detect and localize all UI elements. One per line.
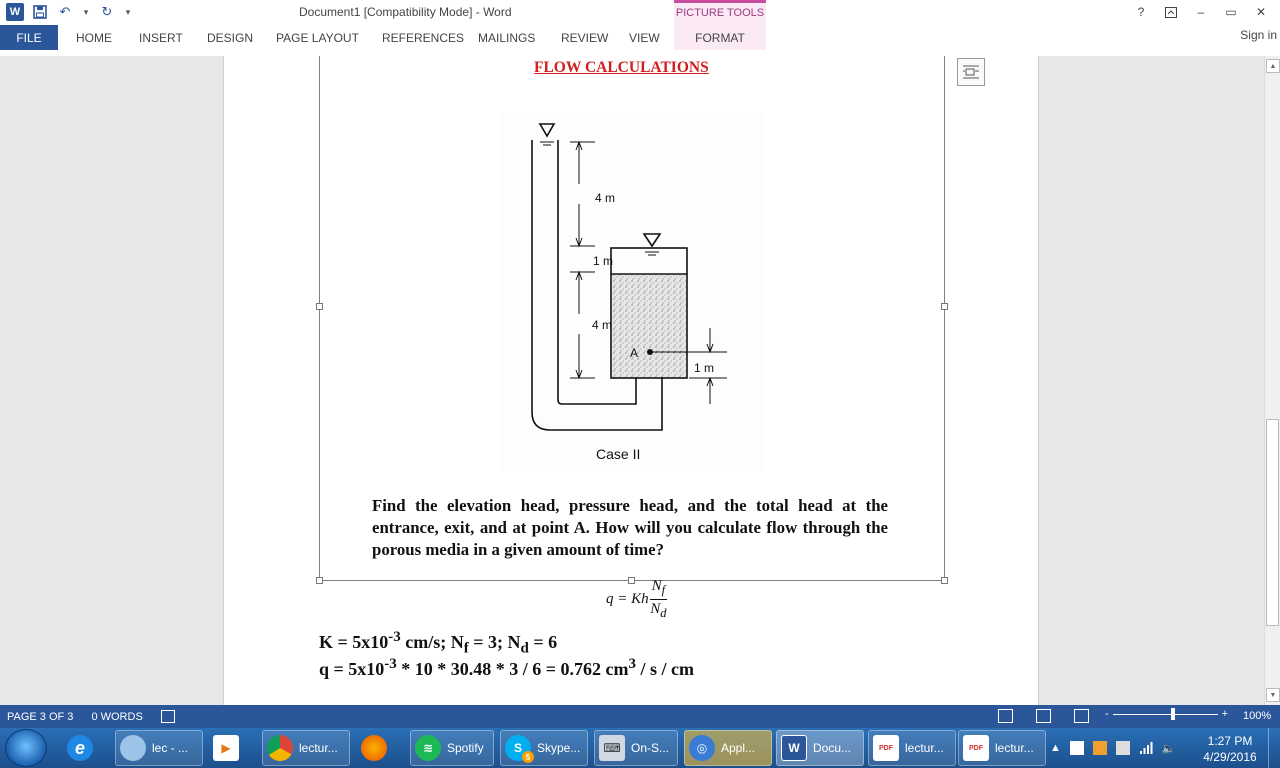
scroll-up-icon[interactable]: ▲ (1266, 59, 1280, 73)
word-app-icon[interactable]: W (6, 3, 24, 21)
redo-icon[interactable]: ↻ (101, 4, 113, 19)
label-4m-bottom: 4 m (592, 318, 613, 332)
application-icon: ◎ (689, 735, 715, 761)
skype-icon: S 5 (505, 735, 531, 761)
power-icon[interactable] (1116, 741, 1130, 755)
show-desktop-button[interactable] (1268, 728, 1280, 768)
tab-review[interactable]: REVIEW (561, 31, 609, 45)
taskbar-media-player[interactable] (209, 730, 253, 766)
taskbar-spotify[interactable] (410, 730, 494, 766)
calc1-k-rest: cm/s; N (400, 632, 464, 652)
customize-qat-icon[interactable]: ▾ (125, 6, 131, 17)
tab-file[interactable]: FILE (0, 25, 58, 50)
permeameter-diagram (499, 112, 764, 472)
system-tray (1050, 728, 1176, 768)
zoom-slider[interactable] (1105, 708, 1228, 720)
tab-insert[interactable]: INSERT (139, 31, 183, 45)
resize-handle-bottom-right[interactable] (941, 577, 948, 584)
calc2-q-exp: -3 (384, 656, 397, 672)
equation-numerator-sub: f (661, 583, 666, 597)
taskbar-on-screen-keyboard[interactable] (594, 730, 678, 766)
resize-handle-bottom-left[interactable] (316, 577, 323, 584)
resize-handle-right[interactable] (941, 303, 948, 310)
proofing-icon[interactable] (161, 710, 175, 723)
scroll-down-icon[interactable]: ▼ (1266, 688, 1280, 702)
calc1-nd-rest: = 6 (528, 632, 558, 652)
keyboard-icon: ⌨ (599, 735, 625, 761)
internet-explorer-icon: e (67, 735, 93, 761)
tab-design[interactable]: DESIGN (207, 31, 254, 45)
calc1-k-text: K = 5x10 (319, 632, 389, 652)
taskbar-label-word: Docu... (813, 741, 852, 755)
ribbon-display-options-icon[interactable] (1162, 3, 1180, 21)
zoom-thumb[interactable] (1171, 708, 1175, 720)
start-button[interactable] (5, 729, 47, 767)
web-layout-icon[interactable] (1074, 709, 1089, 723)
search-icon (120, 735, 146, 761)
status-bar (0, 705, 1280, 728)
word-count[interactable]: 0 WORDS (91, 710, 143, 723)
clock-time: 1:27 PM (1207, 734, 1253, 748)
taskbar-search-lec[interactable] (115, 730, 203, 766)
calc2-q-text: q = 5x10 (319, 659, 385, 679)
document-area[interactable] (0, 56, 1264, 705)
quick-access-toolbar (6, 3, 133, 21)
firefox-icon (361, 735, 387, 761)
label-point-a: A (630, 346, 639, 360)
tab-home[interactable]: HOME (76, 31, 112, 45)
calc-line-2[interactable] (319, 656, 694, 680)
label-1m-right: 1 m (694, 361, 715, 375)
minimize-button[interactable]: – (1197, 5, 1205, 19)
taskbar-firefox[interactable] (357, 730, 401, 766)
figure-caption: Case II (596, 446, 641, 462)
label-1m-left: 1 m (593, 254, 614, 268)
spotify-icon: ≋ (415, 735, 441, 761)
calc2-unit-exp: 3 (628, 656, 637, 672)
skype-badge: 5 (522, 751, 534, 763)
permeameter-figure[interactable] (499, 112, 764, 472)
question-paragraph[interactable]: Find the elevation head, pressure head, and the total head at the entrance, exit, and at point A. How will you calculate flow through the porous media in a given amount of time? (372, 496, 888, 559)
tab-view[interactable]: VIEW (629, 31, 660, 45)
calc1-nf-rest: = 3; N (468, 632, 521, 652)
show-hidden-icons-icon[interactable]: ▲ (1050, 742, 1061, 754)
taskbar-application[interactable] (684, 730, 772, 766)
security-icon[interactable] (1093, 741, 1107, 755)
taskbar-label-pdf-1: lectur... (905, 741, 944, 755)
taskbar-pdf-lecture-2[interactable] (958, 730, 1046, 766)
resize-handle-left[interactable] (316, 303, 323, 310)
equation-fraction (650, 577, 668, 622)
window-controls (1132, 3, 1270, 21)
sign-in-link[interactable]: Sign in (1240, 28, 1277, 42)
calc1-nd-sub: d (520, 640, 529, 657)
taskbar-label-chrome: lectur... (299, 741, 338, 755)
document-heading: FLOW CALCULATIONS (534, 59, 709, 76)
tab-format[interactable]: FORMAT (674, 25, 766, 50)
undo-icon[interactable]: ↶ (59, 4, 71, 19)
restore-button[interactable]: ▭ (1225, 5, 1237, 19)
taskbar-label-spotify: Spotify (447, 741, 484, 755)
network-signal-icon[interactable] (1139, 741, 1153, 755)
calc2-q-rest: * 10 * 30.48 * 3 / 6 = 0.762 cm (396, 659, 629, 679)
tab-references[interactable]: REFERENCES (382, 31, 465, 45)
print-layout-icon[interactable] (1036, 709, 1051, 723)
windows-taskbar (0, 728, 1280, 768)
layout-options-icon[interactable] (957, 58, 985, 86)
picture-tools-label: PICTURE TOOLS (674, 0, 766, 25)
clock-date: 4/29/2016 (1203, 750, 1257, 764)
chrome-icon (267, 735, 293, 761)
taskbar-skype[interactable] (500, 730, 588, 766)
scroll-thumb[interactable] (1266, 419, 1279, 626)
label-4m-top: 4 m (595, 191, 616, 205)
taskbar-label-lec: lec - ... (152, 741, 189, 755)
calc1-k-exp: -3 (388, 629, 401, 645)
equation-denominator: N (650, 601, 661, 617)
equation-denominator-sub: d (660, 606, 667, 620)
equation-numerator: N (651, 578, 662, 594)
calc-line-1[interactable] (319, 629, 557, 658)
zoom-level[interactable]: 100% (1243, 710, 1272, 722)
calc1-nf-sub: f (463, 640, 469, 657)
read-mode-icon[interactable] (998, 709, 1013, 723)
clock[interactable] (1198, 733, 1262, 765)
document-page[interactable] (223, 56, 1039, 705)
taskbar-word-document[interactable] (776, 730, 864, 766)
taskbar-label-osk: On-S... (631, 741, 670, 755)
equation-lhs: q = Kh (606, 590, 649, 607)
calc2-unit-rest: / s / cm (636, 659, 695, 679)
pdf-icon: PDF (873, 735, 899, 761)
save-icon[interactable] (31, 3, 49, 21)
taskbar-label-app: Appl... (721, 741, 756, 755)
close-button[interactable]: ✕ (1255, 5, 1267, 19)
zoom-in-button[interactable]: + (1221, 708, 1229, 720)
taskbar-ie[interactable] (63, 730, 107, 766)
tab-mailings[interactable]: MAILINGS (478, 31, 536, 45)
title-bar (0, 0, 1280, 25)
tab-page-layout[interactable]: PAGE LAYOUT (276, 31, 359, 45)
pdf-icon-2: PDF (963, 735, 989, 761)
undo-dropdown-icon[interactable]: ▾ (83, 6, 89, 17)
taskbar-label-pdf-2: lectur... (995, 741, 1034, 755)
flow-equation[interactable] (606, 577, 667, 622)
windows-flag-icon[interactable] (1070, 741, 1084, 755)
zoom-out-button[interactable]: - (1105, 708, 1109, 720)
page-count[interactable]: PAGE 3 OF 3 (7, 710, 74, 723)
help-button[interactable]: ? (1137, 5, 1145, 19)
window-title: Document1 [Compatibility Mode] - Word (299, 5, 512, 19)
volume-icon[interactable]: 🔈 (1161, 742, 1176, 755)
word-icon: W (781, 735, 807, 761)
taskbar-label-skype: Skype... (537, 741, 581, 755)
media-player-icon: ▶ (213, 735, 239, 761)
vertical-scrollbar[interactable] (1264, 56, 1280, 705)
ribbon-tab-bar (0, 25, 1280, 50)
taskbar-pdf-lecture-1[interactable] (868, 730, 956, 766)
taskbar-chrome[interactable] (262, 730, 350, 766)
